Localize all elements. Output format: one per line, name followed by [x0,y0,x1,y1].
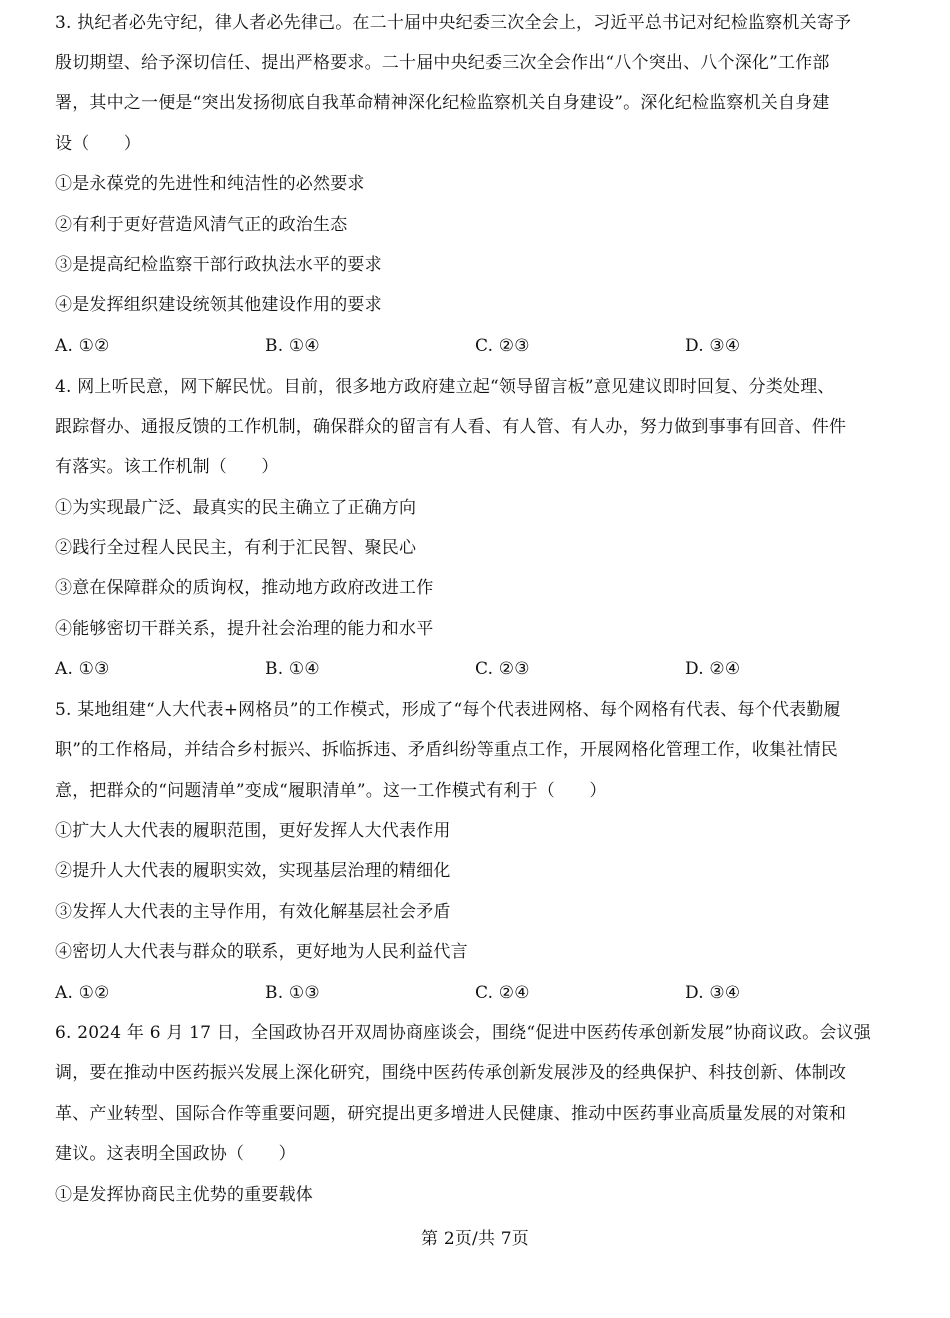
statement: ④密切人大代表与群众的联系，更好地为人民利益代言 [55,942,468,962]
option-b: B. ①③ [265,983,320,1003]
statement: ②有利于更好营造风清气正的政治生态 [55,215,348,235]
statement: ④能够密切干群关系，提升社会治理的能力和水平 [55,619,434,639]
statement: ①是永葆党的先进性和纯洁性的必然要求 [55,174,365,194]
option-b: B. ①④ [265,336,320,356]
question-stem-line: 4. 网上听民意，网下解民忧。目前，很多地方政府建立起“领导留言板”意见建议即时回复、分类处理、 [55,377,835,397]
statement: ①为实现最广泛、最真实的民主确立了正确方向 [55,498,417,518]
question-stem-line: 意，把群众的“问题清单”变成“履职清单”。这一工作模式有利于（ ） [55,781,607,801]
option-c: C. ②④ [475,983,530,1003]
statement: ①是发挥协商民主优势的重要载体 [55,1185,313,1205]
question-stem-line: 调，要在推动中医药振兴发展上深化研究，围绕中医药传承创新发展涉及的经典保护、科技创新、体制改 [55,1063,847,1083]
statement: ③是提高纪检监察干部行政执法水平的要求 [55,255,382,275]
option-c: C. ②③ [475,659,530,679]
question-stem-line: 6. 2024 年 6 月 17 日，全国政协召开双周协商座谈会，围绕“促进中医药传承创新发展”协商议政。会议强 [55,1023,871,1043]
statement: ②践行全过程人民民主，有利于汇民智、聚民心 [55,538,417,558]
question-stem-line: 3. 执纪者必先守纪，律人者必先律己。在二十届中央纪委三次全会上，习近平总书记对纪检监察机关寄予 [55,13,852,33]
question-stem-line: 设（ ） [55,134,141,154]
answer-options [55,335,895,357]
statement: ③发挥人大代表的主导作用，有效化解基层社会矛盾 [55,902,451,922]
statement: ③意在保障群众的质询权，推动地方政府改进工作 [55,578,434,598]
question-stem-line: 革、产业转型、国际合作等重要问题，研究提出更多增进人民健康、推动中医药事业高质量发展的对策和 [55,1104,847,1124]
question-stem-line: 5. 某地组建“人大代表+网格员”的工作模式，形成了“每个代表进网格、每个网格有代表、每个代表勤履 [55,700,841,720]
statement: ②提升人大代表的履职实效，实现基层治理的精细化 [55,861,451,881]
answer-options [55,982,895,1004]
question-stem-line: 殷切期望、给予深切信任、提出严格要求。二十届中央纪委三次全会作出“八个突出、八个深化”工作部 [55,53,830,73]
option-d: D. ②④ [685,659,741,679]
question-stem-line: 职”的工作格局，并结合乡村振兴、拆临拆违、矛盾纠纷等重点工作，开展网格化管理工作，收集社情民 [55,740,838,760]
option-a: A. ①② [55,336,110,356]
option-a: A. ①② [55,983,110,1003]
option-b: B. ①④ [265,659,320,679]
statement: ①扩大人大代表的履职范围，更好发挥人大代表作用 [55,821,451,841]
question-stem-line: 跟踪督办、通报反馈的工作机制，确保群众的留言有人看、有人管、有人办，努力做到事事有回音、件件 [55,417,847,437]
option-c: C. ②③ [475,336,530,356]
option-d: D. ③④ [685,336,741,356]
statement: ④是发挥组织建设统领其他建设作用的要求 [55,295,382,315]
option-a: A. ①③ [55,659,110,679]
question-stem-line: 有落实。该工作机制（ ） [55,457,279,477]
option-d: D. ③④ [685,983,741,1003]
answer-options [55,658,895,680]
question-stem-line: 署，其中之一便是“突出发扬彻底自我革命精神深化纪检监察机关自身建设”。深化纪检监察机关自身建 [55,93,830,113]
question-stem-line: 建议。这表明全国政协（ ） [55,1144,296,1164]
page-number-footer: 第 2页/共 7页 [421,1229,529,1249]
